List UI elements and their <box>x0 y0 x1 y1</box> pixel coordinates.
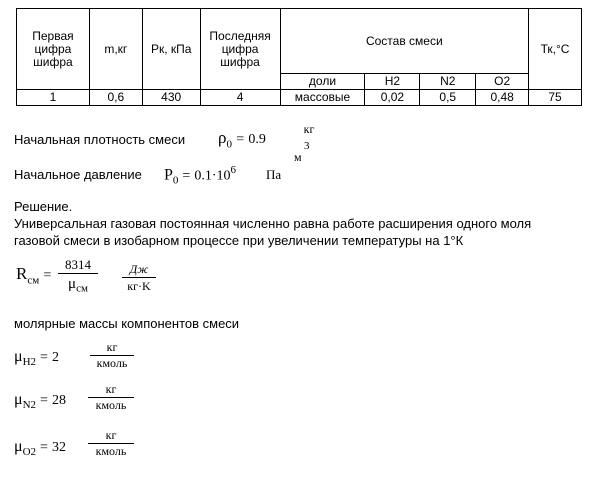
parameters-table <box>16 8 582 106</box>
table-cell: 0,02 <box>365 90 420 106</box>
rcm-unit <box>122 262 156 294</box>
density-subscript: 0 <box>226 138 232 151</box>
rcm-subscript: см <box>27 274 40 287</box>
header-fraction: доли <box>280 74 365 90</box>
header-first-digit: Первая цифра шифра <box>17 9 90 90</box>
molar-o2: $\mu_{O2} = 32$ <box>14 438 66 459</box>
table-cell: 0,5 <box>420 90 476 106</box>
pressure-formula <box>164 164 236 187</box>
density-formula <box>218 128 266 150</box>
density-label: Начальная плотность смеси <box>14 132 186 147</box>
rcm-fraction <box>58 257 98 295</box>
table-cell: 0,48 <box>476 90 529 106</box>
density-unit-num: кг <box>303 122 315 136</box>
molar-h2: $\mu_{H2} = 2$ <box>14 348 59 369</box>
molar-heading: молярные массы компонентов смеси <box>14 316 240 331</box>
pressure-label: Начальное давление <box>14 167 142 182</box>
rcm-symbol: $R_{см}$ = <box>16 264 52 287</box>
rcm-unit-num: Дж <box>129 262 149 276</box>
solution-heading: Решение. <box>14 199 73 214</box>
molar-n2: $\mu_{N2} = 28$ <box>14 391 66 412</box>
rcm-den-subscript: см <box>76 282 88 295</box>
molar-o2-unit: кг кмоль <box>88 428 134 459</box>
pressure-value: 0.1·10 <box>194 168 231 184</box>
table-cell: 75 <box>529 90 582 106</box>
table-cell: массовые <box>280 90 365 106</box>
molar-n2-unit: кг кмоль <box>88 382 134 413</box>
density-unit <box>294 122 324 137</box>
table-cell: 0,6 <box>89 90 142 106</box>
solution-line-1: Универсальная газовая постоянная численно равна работе расширения одного моля <box>14 216 532 231</box>
header-o2: O2 <box>476 74 529 90</box>
table-cell: 1 <box>17 90 90 106</box>
header-mass: m,кг <box>89 9 142 90</box>
rcm-numerator: 8314 <box>65 257 91 272</box>
molar-h2-unit: кг кмоль <box>90 340 134 371</box>
pressure-exp: 6 <box>230 164 236 176</box>
pressure-symbol: P <box>164 166 173 184</box>
density-value: 0.9 <box>248 132 266 147</box>
table-cell: 4 <box>200 90 280 106</box>
solution-line-2: газовой смеси в изобарном процессе при увеличении температуры на 1°К <box>14 233 464 248</box>
header-mixture: Состав смеси <box>280 9 529 74</box>
header-n2: N2 <box>420 74 476 90</box>
pressure-unit: Па <box>266 167 282 182</box>
pressure-subscript: 0 <box>172 174 179 187</box>
rcm-unit-den: кг·K <box>122 277 156 294</box>
table-cell: 430 <box>142 90 200 106</box>
header-last-digit: Последняя цифра шифра <box>200 9 280 90</box>
density-unit-exp: 3 <box>304 140 310 152</box>
header-h2: H2 <box>365 74 420 90</box>
header-temperature: Тк,°С <box>529 9 582 90</box>
rcm-eq: = <box>43 268 52 283</box>
density-unit-den: м <box>294 150 302 164</box>
rcm-den-symbol: μ <box>68 276 77 292</box>
density-symbol: ρ <box>218 128 227 147</box>
header-pressure: Рк, кПа <box>142 9 200 90</box>
pressure-eq: = <box>182 168 191 184</box>
density-eq: = <box>236 132 245 147</box>
